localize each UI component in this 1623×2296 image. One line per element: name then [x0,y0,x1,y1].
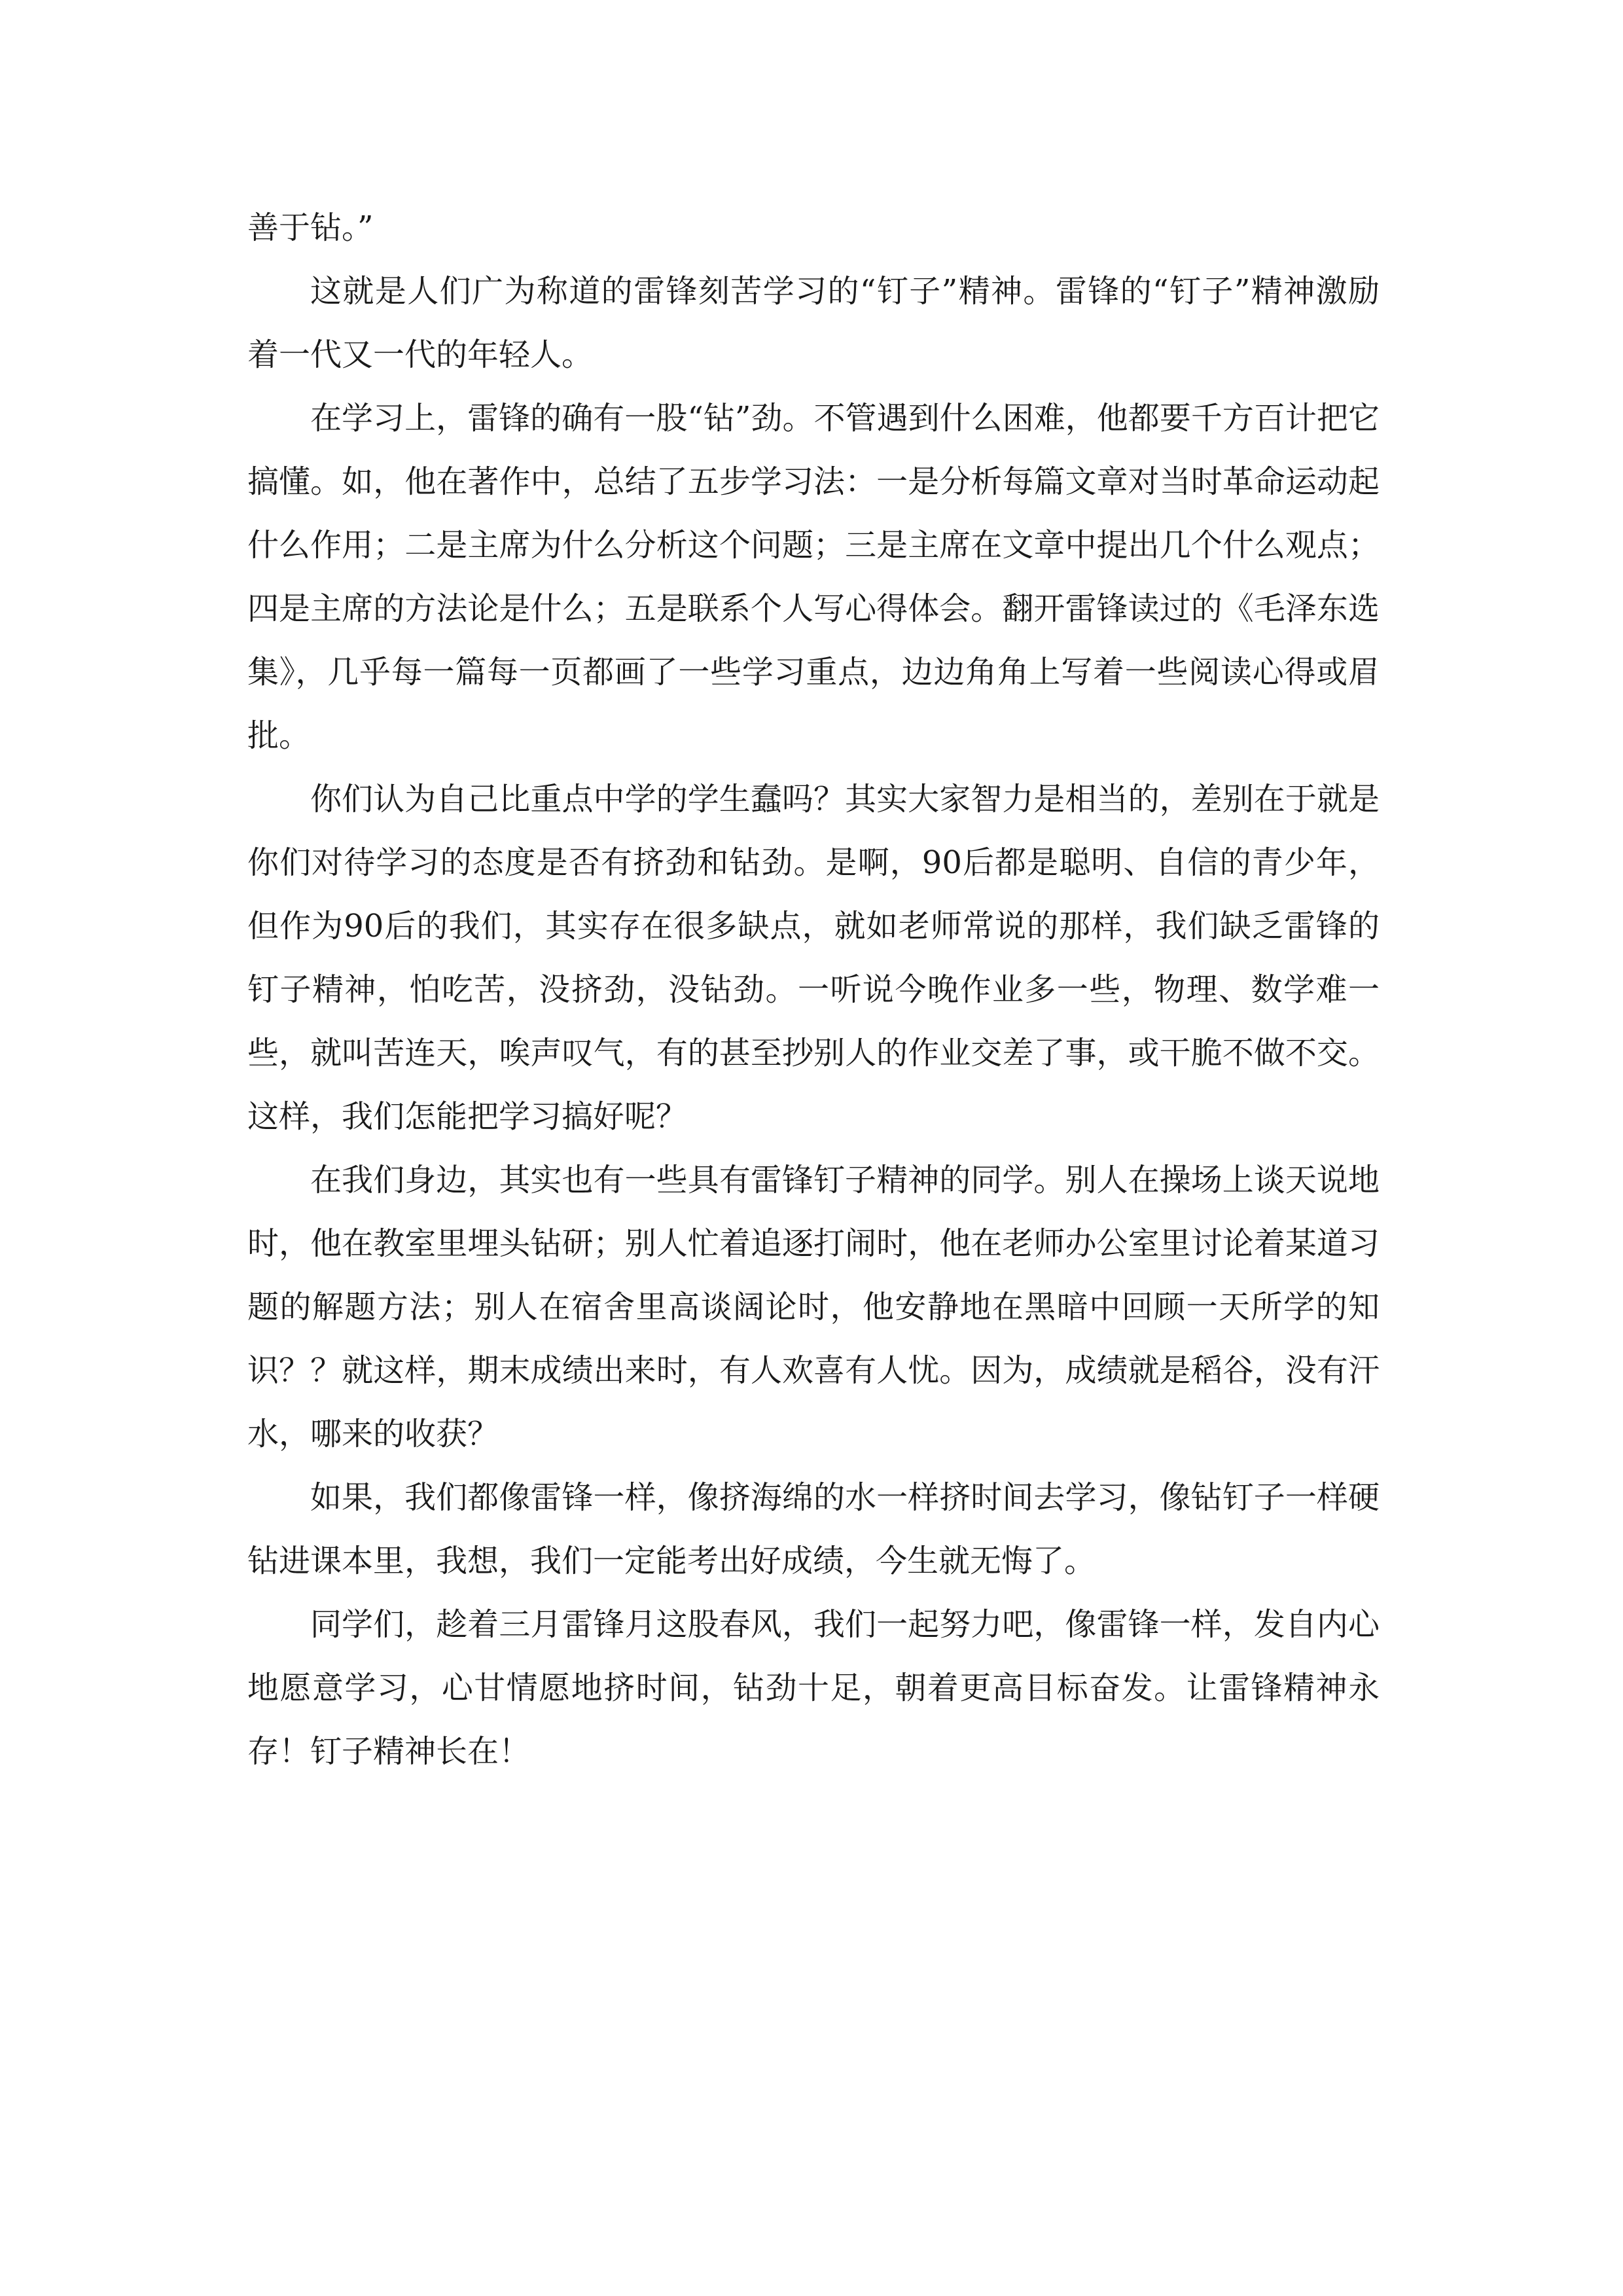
document-body [247,196,1380,1784]
paragraph: 这就是人们广为称道的雷锋刻苦学习的“钉子”精神。雷锋的“钉子”精神激励着一代又一代的年轻人。 [247,273,1380,373]
paragraph: 在我们身边，其实也有一些具有雷锋钉子精神的同学。别人在操场上谈天说地时，他在教室里埋头钻研；别人忙着追逐打闹时，他在老师办公室里讨论着某道习题的解题方法；别人在宿舍里高谈阔论时，他安静地在黑暗中回顾一天所学的知识？？就这样，期末成绩出来时，有人欢喜有人忧。因为，成绩就是稻谷，没有汗水，哪来的收获？ [247,1162,1380,1452]
paragraph: 如果，我们都像雷锋一样，像挤海绵的水一样挤时间去学习，像钻钉子一样硬钻进课本里，我想，我们一定能考出好成绩，今生就无悔了。 [247,1479,1380,1579]
paragraph: 同学们，趁着三月雷锋月这股春风，我们一起努力吧，像雷锋一样，发自内心地愿意学习，心甘情愿地挤时间，钻劲十足，朝着更高目标奋发。让雷锋精神永存！钉子精神长在！ [247,1606,1380,1770]
paragraph: 在学习上，雷锋的确有一股“钻”劲。不管遇到什么困难，他都要千方百计把它搞懂。如，他在著作中，总结了五步学习法：一是分析每篇文章对当时革命运动起什么作用；二是主席为什么分析这个问题；三是主席在文章中提出几个什么观点；四是主席的方法论是什么；五是联系个人写心得体会。翻开雷锋读过的《毛泽东选集》，几乎每一篇每一页都画了一些学习重点，边边角角上写着一些阅读心得或眉批。 [247,400,1380,754]
paragraph: 你们认为自己比重点中学的学生蠢吗？其实大家智力是相当的，差别在于就是你们对待学习的态度是否有挤劲和钻劲。是啊，90后都是聪明、自信的青少年，但作为90后的我们，其实存在很多缺点，就如老师常说的那样，我们缺乏雷锋的钉子精神，怕吃苦，没挤劲，没钻劲。一听说今晚作业多一些，物理、数学难一些，就叫苦连天，唉声叹气，有的甚至抄别人的作业交差了事，或干脆不做不交。这样，我们怎能把学习搞好呢？ [247,781,1380,1135]
paragraph-continued: 善于钻。” [247,209,374,246]
